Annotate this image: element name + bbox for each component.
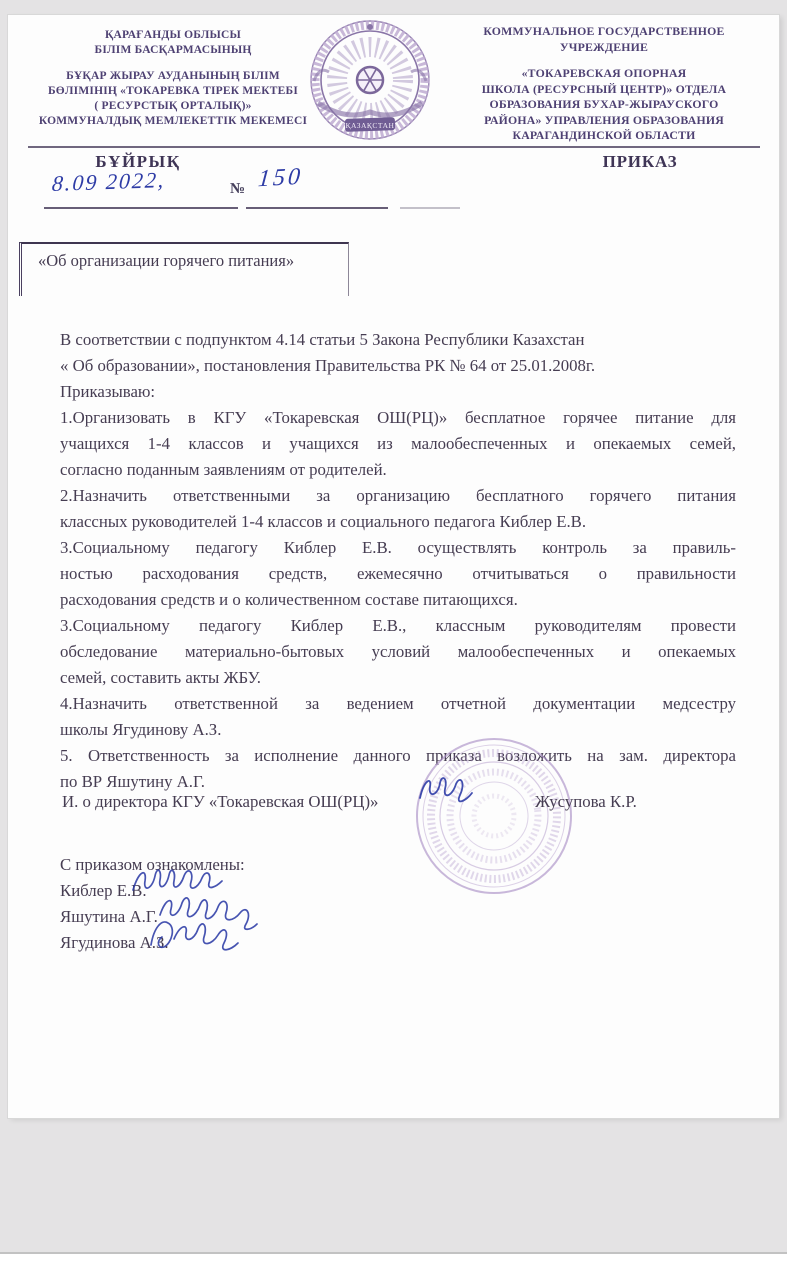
letterhead-kazakh [33,28,313,129]
director-name: Жусупова К.Р. [535,792,637,811]
body-line: 4.Назначить ответственной за ведением отчетной документации медсестру [60,694,736,713]
handwritten-order-number: 150 [256,163,305,193]
number-sign: № [230,181,246,197]
letterhead-line: КОММУНАЛЬНОЕ ГОСУДАРСТВЕННОЕ [483,24,725,38]
letterhead-line: ( РЕСУРСТЫҚ ОРТАЛЫҚ)» [94,100,252,112]
subject-box [19,242,349,296]
handwritten-date: 8.09 2022, [51,166,167,197]
director-label: И. о директора КГУ «Токаревская ОШ(РЦ)» [62,792,379,811]
emblem-banner-text: ҚАЗАҚСТАН [345,121,395,130]
body-line: по ВР Яшутину А.Г. [60,772,205,791]
body-line: 3.Социальному педагогу Киблер Е.В. осуществлять контроль за правиль- [60,538,736,557]
body-line: расходования средств и о количественном составе питающихся. [60,590,518,609]
letterhead-line: ОБРАЗОВАНИЯ БУХАР-ЖЫРАУСКОГО [489,97,719,111]
acknowledged-title: С приказом ознакомлены: [60,855,245,874]
yagudinova-signature-ink [146,915,261,966]
number-underline-faint [400,207,460,209]
body-line: согласно поданным заявлениям от родителей. [60,460,387,479]
letterhead-line: БӨЛІМІНІҢ «ТОКАРЕВКА ТІРЕК МЕКТЕБІ [47,85,299,97]
order-title-kazakh: БҰЙРЫҚ [95,152,181,171]
director-signature-ink [416,770,486,821]
body-line: 2.Назначить ответственными за организацию бесплатного горячего питания [60,486,736,505]
letterhead-line: БІЛІМ БАСҚАРМАСЫНЫҢ [94,44,252,56]
document-page [8,15,779,1118]
letterhead-line: КОММУНАЛДЫҚ МЕМЛЕКЕТТІК МЕКЕМЕСІ [38,115,308,127]
body-line: Приказываю: [60,382,156,401]
body-line: В соответствии с подпунктом 4.14 статьи 5 Закона Республики Казахстан [60,330,585,349]
body-line: классных руководителей 1-4 классов и социального педагога Киблер Е.В. [60,512,587,531]
letterhead-line: УЧРЕЖДЕНИЕ [559,39,649,54]
subject-text: «Об организации горячего питания» [38,251,295,270]
order-body [60,327,736,795]
kazakhstan-coat-of-arms-icon [304,19,436,154]
body-line: школы Ягудинову А.З. [60,720,222,739]
viewer-bottom-bar [0,1252,787,1280]
letterhead-line: ҚАРАҒАНДЫ ОБЛЫСЫ [104,29,242,41]
letterhead-line: «ТОКАРЕВСКАЯ ОПОРНАЯ [521,66,687,80]
letterhead-russian [443,24,765,144]
number-underline [246,207,388,209]
order-title-russian: ПРИКАЗ [602,152,678,171]
header-divider [28,146,760,148]
date-underline [44,207,238,209]
letterhead-line: РАЙОНА» УПРАВЛЕНИЯ ОБРАЗОВАНИЯ [484,112,724,127]
body-line: учащихся 1-4 классов и учащихся из малообеспеченных и опекаемых семей, [60,434,736,453]
body-line: « Об образовании», постановления Правительства РК № 64 от 25.01.2008г. [60,356,596,375]
letterhead-line: КАРАГАНДИНСКОЙ ОБЛАСТИ [512,128,696,142]
acknowledged-name: Киблер Е.В. [60,881,147,900]
letterhead-line: БҰҚАР ЖЫРАУ АУДАНЫНЫҢ БІЛІМ [66,70,280,82]
body-line: обследование материально-бытовых условий малообеспеченных и опекаемых [60,642,736,661]
acknowledged-name: Яшутина А.Г. [60,907,158,926]
acknowledged-name: Ягудинова А.З. [60,933,169,952]
body-line: семей, составить акты ЖБУ. [60,668,261,687]
body-line: ностью расходования средств, ежемесячно отчитываться о правильности [60,564,736,583]
body-line: 3.Социальному педагогу Киблер Е.В., классным руководителям провести [60,616,736,635]
body-line: 1.Организовать в КГУ «Токаревская ОШ(РЦ)» бесплатное горячее питание для [60,408,736,427]
body-line: 5. Ответственность за исполнение данного приказа возложить на зам. директора [60,746,736,765]
letterhead-line: ШКОЛА (РЕСУРСНЫЙ ЦЕНТР)» ОТДЕЛА [481,81,727,96]
director-signature-row [8,792,779,818]
